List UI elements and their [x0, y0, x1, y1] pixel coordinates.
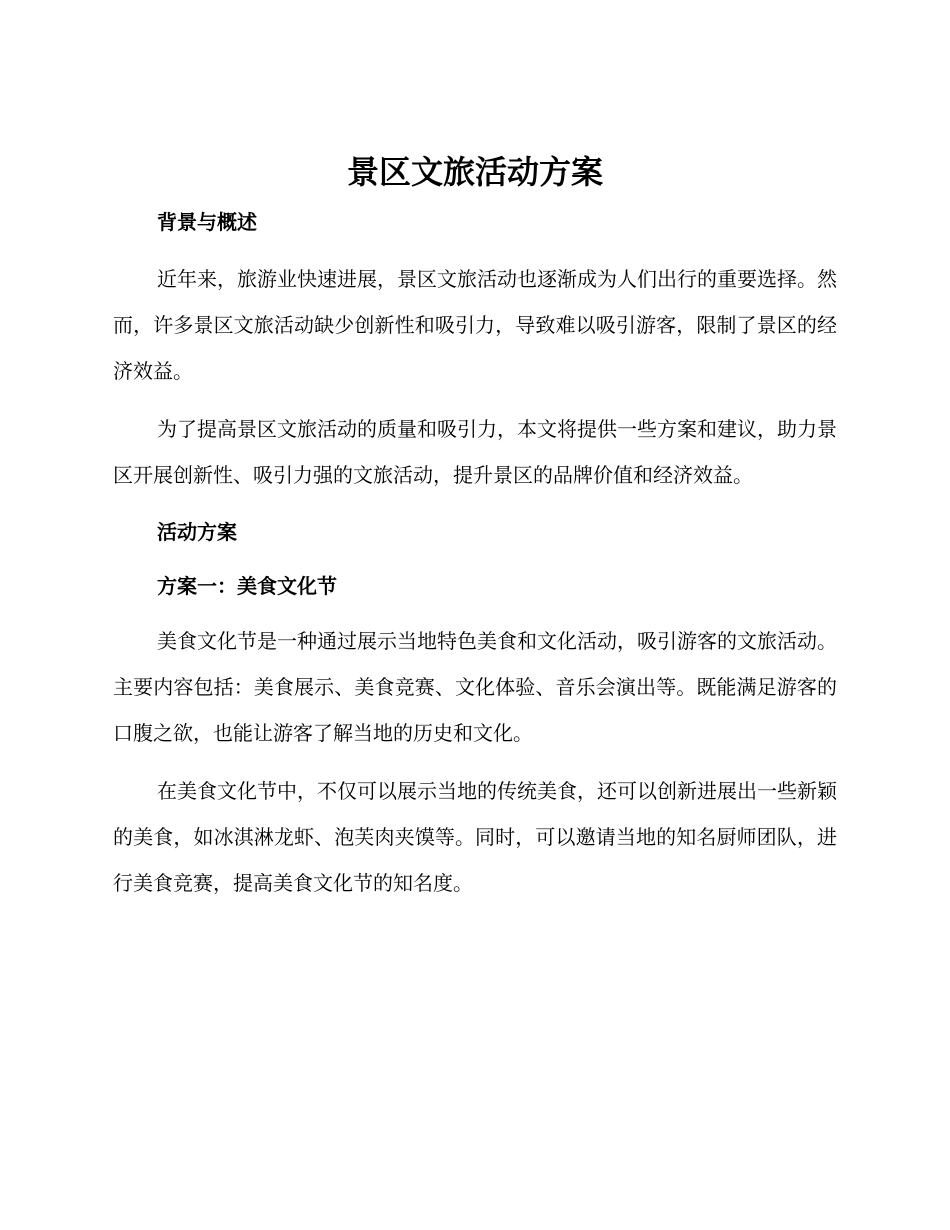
section-heading-activity: 活动方案 [157, 520, 237, 544]
document-body [113, 200, 837, 906]
paragraph-background-1: 近年来，旅游业快速进展，景区文旅活动也逐渐成为人们出行的重要选择。然而，许多景区文旅活动缺少创新性和吸引力，导致难以吸引游客，限制了景区的经济效益。 [113, 267, 837, 383]
paragraph-plan1-2: 在美食文化节中，不仅可以展示当地的传统美食，还可以创新进展出一些新颖的美食，如冰淇淋龙虾、泡芙肉夹馍等。同时，可以邀请当地的知名厨师团队，进行美食竞赛，提高美食文化节的知名度。 [113, 779, 837, 895]
paragraph-background-2: 为了提高景区文旅活动的质量和吸引力，本文将提供一些方案和建议，助力景区开展创新性、吸引力强的文旅活动，提升景区的品牌价值和经济效益。 [113, 417, 837, 487]
document-title: 景区文旅活动方案 [346, 153, 603, 191]
section-heading-background: 背景与概述 [157, 210, 257, 234]
paragraph-plan1-1: 美食文化节是一种通过展示当地特色美食和文化活动，吸引游客的文旅活动。主要内容包括：美食展示、美食竞赛、文化体验、音乐会演出等。既能满足游客的口腹之欲，也能让游客了解当地的历史和文化。 [113, 629, 837, 745]
subsection-heading-plan1: 方案一：美食文化节 [157, 574, 337, 598]
